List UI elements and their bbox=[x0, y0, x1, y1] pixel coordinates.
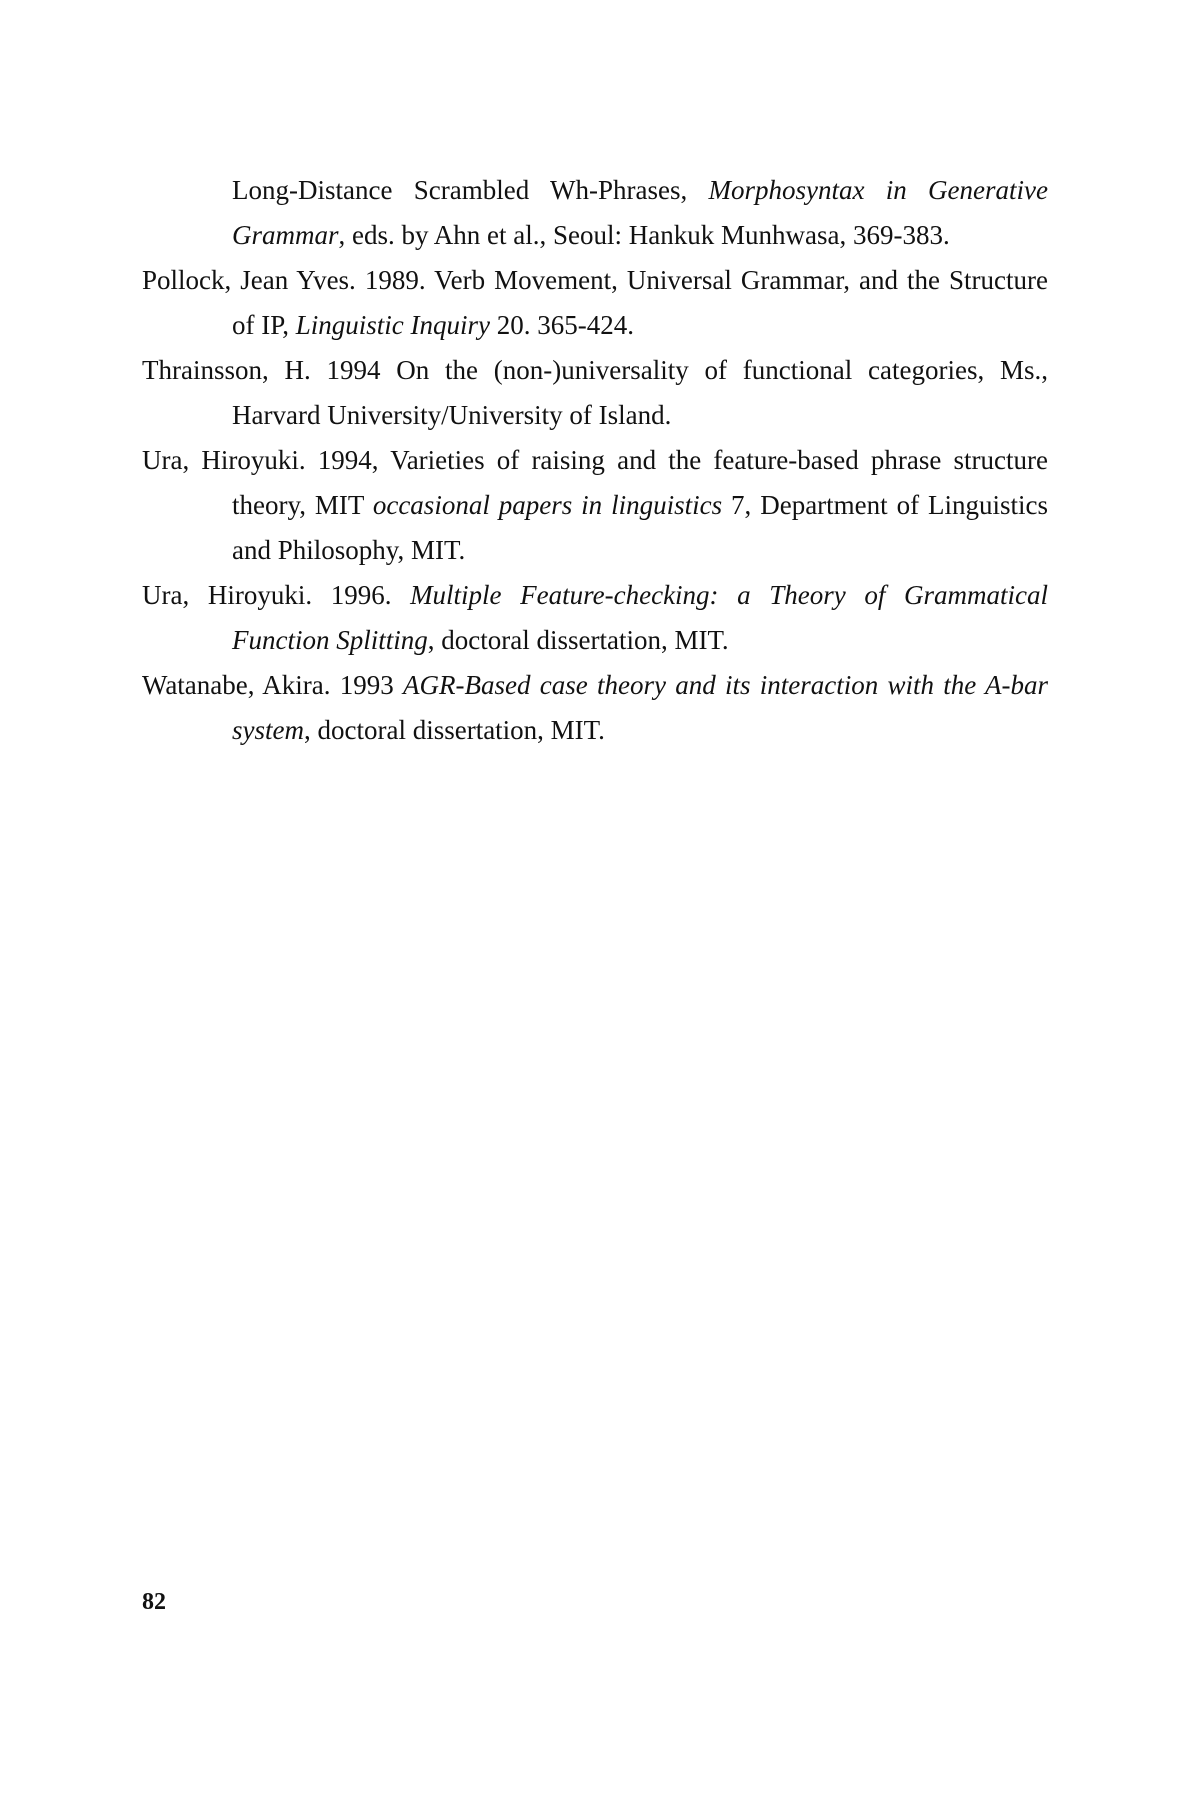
reference-entry bbox=[142, 663, 1048, 753]
reference-title-italic: Multiple Feature-checking: a Theory of Grammatical Function Splitting bbox=[232, 580, 1048, 655]
reference-entry bbox=[142, 573, 1048, 663]
reference-title-italic: Morphosyntax in Generative Grammar bbox=[232, 175, 1048, 250]
reference-text: , doctoral dissertation, MIT. bbox=[427, 625, 729, 655]
reference-entry bbox=[142, 438, 1048, 573]
reference-title-italic: AGR-Based case theory and its interaction with the A-bar system bbox=[232, 670, 1049, 745]
reference-text: Pollock, Jean Yves. 1989. Verb Movement, Universal Grammar, and the Structure of IP, bbox=[142, 265, 1048, 340]
reference-text: , eds. by Ahn et al., Seoul: Hankuk Munhwasa, 369-383. bbox=[338, 220, 950, 250]
reference-title-italic: occasional papers in linguistics bbox=[372, 490, 723, 520]
reference-text: Long-Distance Scrambled Wh-Phrases, bbox=[232, 175, 709, 205]
reference-text: 7, Department of Linguistics and Philosophy, MIT. bbox=[232, 490, 1049, 565]
reference-list bbox=[142, 168, 1048, 753]
reference-text: Thrainsson, H. 1994 On the (non-)universality of functional categories, Ms., Harvard University/University of Island. bbox=[142, 355, 1048, 430]
reference-text: Ura, Hiroyuki. 1994, Varieties of raising and the feature-based phrase structure theory, MIT bbox=[142, 445, 1048, 520]
reference-text: Ura, Hiroyuki. 1996. bbox=[142, 580, 411, 610]
reference-entry bbox=[142, 348, 1048, 438]
reference-text: , doctoral dissertation, MIT. bbox=[303, 715, 605, 745]
reference-text: 20. 365-424. bbox=[490, 310, 635, 340]
reference-entry bbox=[142, 258, 1048, 348]
page-number: 82 bbox=[142, 1589, 166, 1615]
reference-entry bbox=[142, 168, 1048, 258]
reference-title-italic: Linguistic Inquiry bbox=[295, 310, 491, 340]
reference-text: Watanabe, Akira. 1993 bbox=[142, 670, 404, 700]
